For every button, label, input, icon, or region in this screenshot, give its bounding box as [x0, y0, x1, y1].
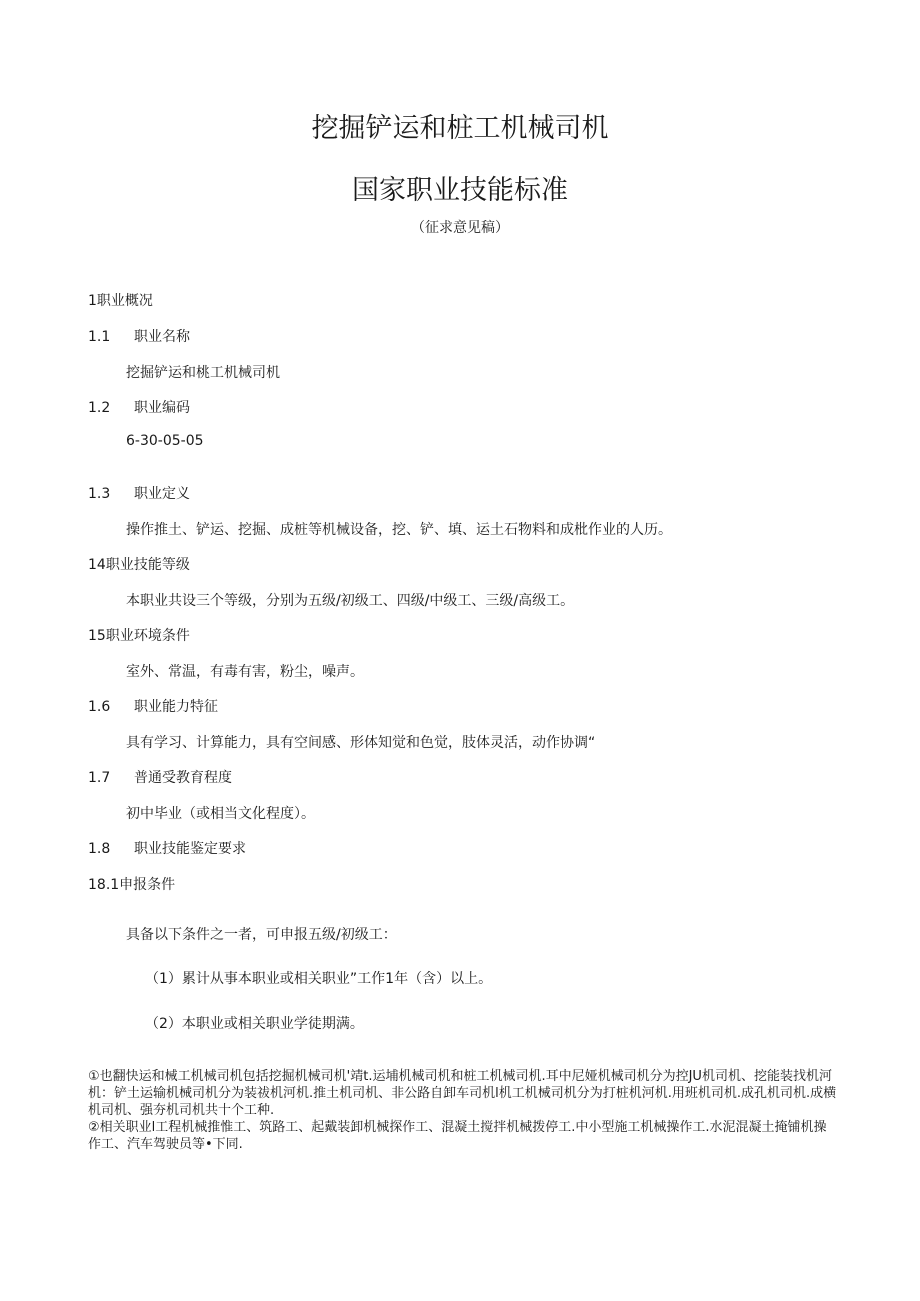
section-1-2-body: 6-30-05-05 — [126, 433, 204, 449]
condition-item-1: （1）累计从事本职业或相关职业”工作1年（含）以上。 — [145, 971, 493, 987]
document-title: 挖掘铲运和桩工机械司机 — [311, 113, 609, 144]
document-subtitle: 国家职业技能标准 — [352, 175, 568, 206]
section-number: 1.7 — [88, 770, 111, 786]
section-1-8-1-heading: 18.1申报条件 — [88, 877, 176, 893]
section-number: 1.1 — [88, 329, 111, 345]
section-1-1-body: 挖掘铲运和桃工机械司机 — [126, 365, 280, 381]
section-number: 1.8 — [88, 841, 111, 857]
section-title: 职业技能鉴定要求 — [134, 841, 246, 857]
section-1-8-heading — [88, 838, 246, 858]
application-conditions-intro: 具备以下条件之一者，可申报五级/初级工： — [126, 927, 397, 943]
section-1-1-heading — [88, 326, 190, 346]
section-1-3-heading — [88, 483, 190, 503]
draft-note: （征求意见稿） — [411, 220, 509, 236]
section-title: 职业名称 — [134, 329, 190, 345]
section-1-heading: 1职业概况 — [88, 293, 153, 309]
section-number: 1.3 — [88, 486, 111, 502]
section-title: 职业定义 — [134, 486, 190, 502]
section-1-4-body: 本职业共设三个等级，分别为五级/初级工、四级/中级工、三级/高级工。 — [126, 593, 575, 609]
section-1-7-heading — [88, 767, 232, 787]
section-title: 职业能力特征 — [134, 699, 218, 715]
section-1-3-body: 操作推土、铲运、挖掘、成桩等机械设备，挖、铲、填、运土石物料和成枇作业的人历。 — [126, 522, 672, 538]
section-1-5-body: 室外、常温，有毒有害，粉尘，噪声。 — [126, 664, 364, 680]
section-1-6-heading — [88, 696, 218, 716]
section-title: 普通受教育程度 — [134, 770, 232, 786]
section-title: 职业编码 — [134, 400, 190, 416]
section-1-2-heading — [88, 397, 190, 417]
section-number: 1.2 — [88, 400, 111, 416]
footnote-2: ②相关职业l工程机械推惟工、筑路工、起戴装卸机械探作工、混凝土搅拌机械拨停工.中小型施工机械操作工.水泥混凝土掩铺机操作工、汽车驾驶员等•下同. — [88, 1120, 827, 1152]
section-number: 1.6 — [88, 699, 111, 715]
section-1-4-heading: 14职业技能等级 — [88, 557, 190, 573]
footnote-1: ①也翻快运和械工机械司机包括挖掘机械司机'靖t.运埔机械司机和桩工机械司机.耳中尼娅机械司机分为控JU机司机、挖能装找机河机：铲土运输机械司机分为装祓机河机.推土机司机、非公路自卸车司机l机工机械司机分为打桩机河机.用班机司机.成孔机司机.成横机司机、强夯机司机共十个工种. — [88, 1069, 837, 1118]
section-1-5-heading: 15职业环境条件 — [88, 628, 190, 644]
condition-item-2: （2）本职业或相关职业学徒期满。 — [145, 1016, 364, 1032]
section-1-6-body: 具有学习、计算能力，具有空间感、形体知觉和色觉，肢体灵活，动作协调“ — [126, 735, 596, 751]
section-1-7-body: 初中毕业（或相当文化程度）。 — [126, 806, 315, 822]
